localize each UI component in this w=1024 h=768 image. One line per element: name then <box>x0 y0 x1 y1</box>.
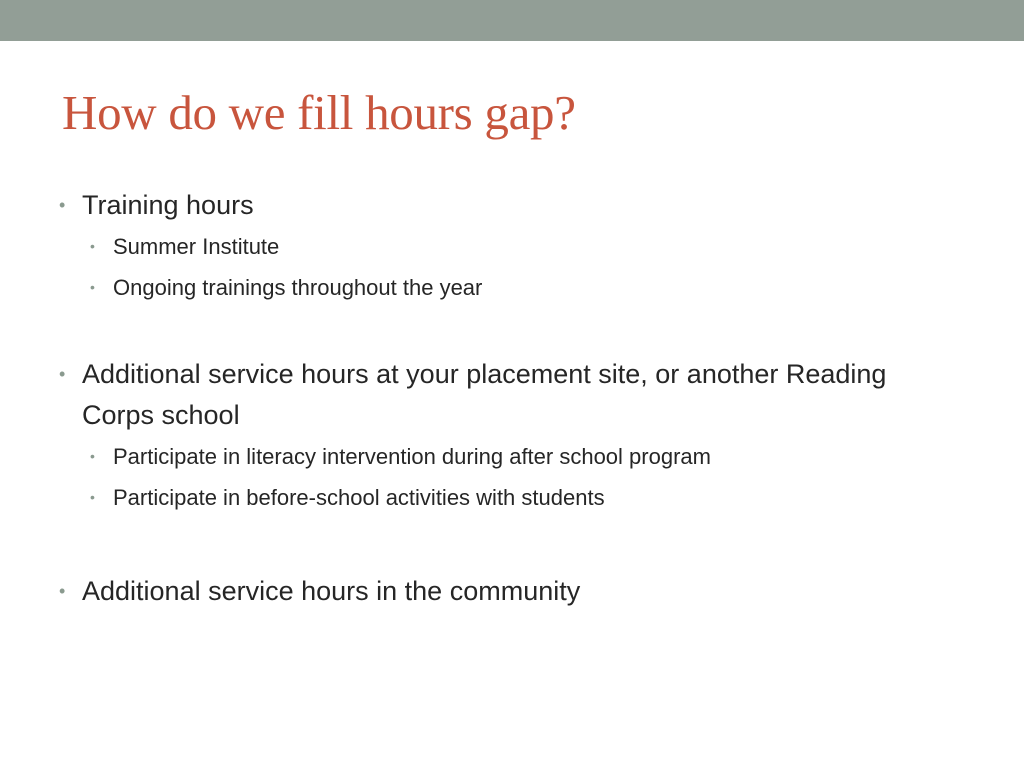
bullet-dot-icon: • <box>59 581 66 601</box>
slide-title: How do we fill hours gap? <box>62 85 576 140</box>
sub-bullet-dot-icon: • <box>90 238 95 254</box>
bullet-text: Additional service hours at your placement site, or another Reading Corps school <box>82 359 887 430</box>
sub-bullet-dot-icon: • <box>90 489 95 505</box>
bullet-group-2 <box>59 354 959 518</box>
bullet-group-3 <box>59 571 959 612</box>
bullet-group-1 <box>59 185 959 308</box>
sub-bullet-item <box>59 477 959 518</box>
bullet-text: Additional service hours in the community <box>82 576 581 606</box>
sub-bullet-text: Participate in literacy intervention during after school program <box>113 444 711 469</box>
sub-bullet-dot-icon: • <box>90 279 95 295</box>
sub-bullet-text: Participate in before-school activities with students <box>113 485 605 510</box>
bullet-dot-icon: • <box>59 364 66 384</box>
bullet-text: Training hours <box>82 190 254 220</box>
sub-bullet-item <box>59 226 959 267</box>
bullet-item <box>59 185 959 226</box>
slide-content <box>59 185 959 612</box>
sub-bullet-item <box>59 267 959 308</box>
top-band <box>0 0 1024 41</box>
bullet-item <box>59 571 959 612</box>
sub-bullet-text: Ongoing trainings throughout the year <box>113 275 483 300</box>
sub-bullet-dot-icon: • <box>90 448 95 464</box>
bullet-dot-icon: • <box>59 195 66 215</box>
bullet-item <box>59 354 959 436</box>
sub-bullet-item <box>59 436 959 477</box>
sub-bullet-text: Summer Institute <box>113 234 280 259</box>
